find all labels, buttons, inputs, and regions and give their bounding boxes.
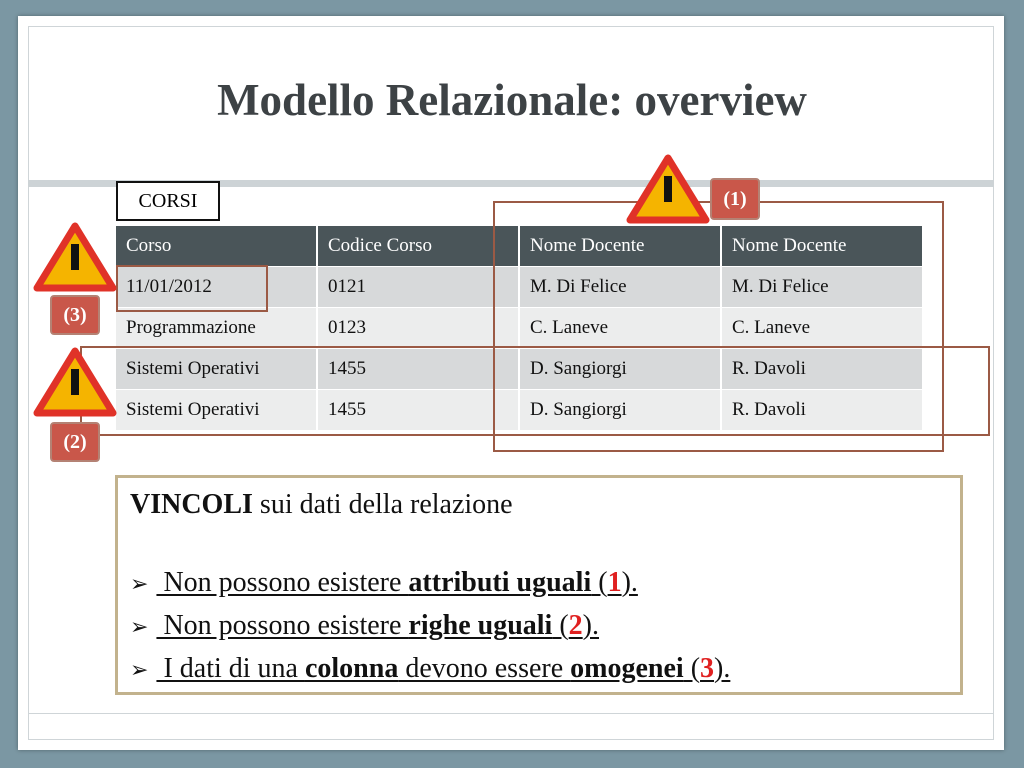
constraint-text-part: devono essere bbox=[398, 653, 571, 684]
footer-divider bbox=[28, 713, 994, 714]
constraint-text-part: ( bbox=[591, 567, 608, 598]
table-cell: C. Laneve bbox=[520, 308, 722, 349]
warning-icon bbox=[33, 222, 117, 292]
table-cell: C. Laneve bbox=[722, 308, 924, 349]
arrow-bullet-icon: ➢ bbox=[130, 571, 149, 596]
constraint-text-part: I dati di una bbox=[156, 653, 305, 684]
constraint-item bbox=[130, 648, 948, 691]
warning-icon bbox=[33, 347, 117, 417]
constraints-heading bbox=[130, 486, 948, 524]
constraint-keyword: colonna bbox=[304, 653, 399, 684]
arrow-bullet-icon: ➢ bbox=[130, 614, 149, 639]
table-cell: D. Sangiorgi bbox=[520, 349, 722, 390]
table-cell: 0121 bbox=[318, 267, 520, 308]
constraints-heading-text: sui dati della relazione bbox=[252, 489, 513, 520]
table-cell: Programmazione bbox=[116, 308, 318, 349]
table-cell: R. Davoli bbox=[722, 349, 924, 390]
constraint-text-part: ). bbox=[714, 653, 731, 684]
table-cell: 0123 bbox=[318, 308, 520, 349]
constraint-text-part: ). bbox=[621, 567, 638, 598]
marker-badge-1: (1) bbox=[710, 178, 760, 220]
constraints-box bbox=[115, 475, 963, 695]
warning-icon bbox=[626, 154, 710, 224]
slide-title: Modello Relazionale: overview bbox=[217, 75, 807, 125]
table-name-label: CORSI bbox=[116, 181, 220, 221]
constraint-text-part: ( bbox=[683, 653, 701, 684]
column-header: Codice Corso bbox=[318, 226, 520, 267]
column-header: Nome Docente bbox=[722, 226, 924, 267]
column-header: Corso bbox=[116, 226, 318, 267]
constraint-text bbox=[156, 567, 637, 598]
constraint-keyword: omogenei bbox=[570, 653, 684, 684]
table-cell: Sistemi Operativi bbox=[116, 349, 318, 390]
constraint-text bbox=[156, 610, 599, 641]
constraint-keyword: righe uguali bbox=[408, 610, 553, 641]
constraint-number: 3 bbox=[700, 653, 715, 684]
table-cell: D. Sangiorgi bbox=[520, 390, 722, 431]
table-cell: 11/01/2012 bbox=[116, 267, 318, 308]
constraint-item bbox=[130, 605, 948, 648]
constraint-text-part: ( bbox=[552, 610, 569, 641]
constraint-keyword: attributi uguali bbox=[408, 567, 592, 598]
table-cell: M. Di Felice bbox=[520, 267, 722, 308]
table-cell: Sistemi Operativi bbox=[116, 390, 318, 431]
constraints-heading-bold: VINCOLI bbox=[130, 489, 253, 520]
constraint-text bbox=[156, 653, 730, 684]
table-cell: 1455 bbox=[318, 349, 520, 390]
constraint-text-part: Non possono esistere bbox=[156, 610, 409, 641]
marker-badge-3: (3) bbox=[50, 295, 100, 335]
constraint-item bbox=[130, 562, 948, 605]
arrow-bullet-icon: ➢ bbox=[130, 657, 149, 682]
highlight-nonhomogeneous-cell bbox=[116, 265, 268, 312]
highlight-duplicate-rows bbox=[80, 346, 990, 436]
column-header: Nome Docente bbox=[520, 226, 722, 267]
constraint-number: 1 bbox=[607, 567, 622, 598]
table-cell: M. Di Felice bbox=[722, 267, 924, 308]
constraint-text-part: Non possono esistere bbox=[156, 567, 409, 598]
table-cell: R. Davoli bbox=[722, 390, 924, 431]
constraint-number: 2 bbox=[568, 610, 583, 641]
table-cell: 1455 bbox=[318, 390, 520, 431]
constraint-text-part: ). bbox=[582, 610, 599, 641]
marker-badge-2: (2) bbox=[50, 422, 100, 462]
